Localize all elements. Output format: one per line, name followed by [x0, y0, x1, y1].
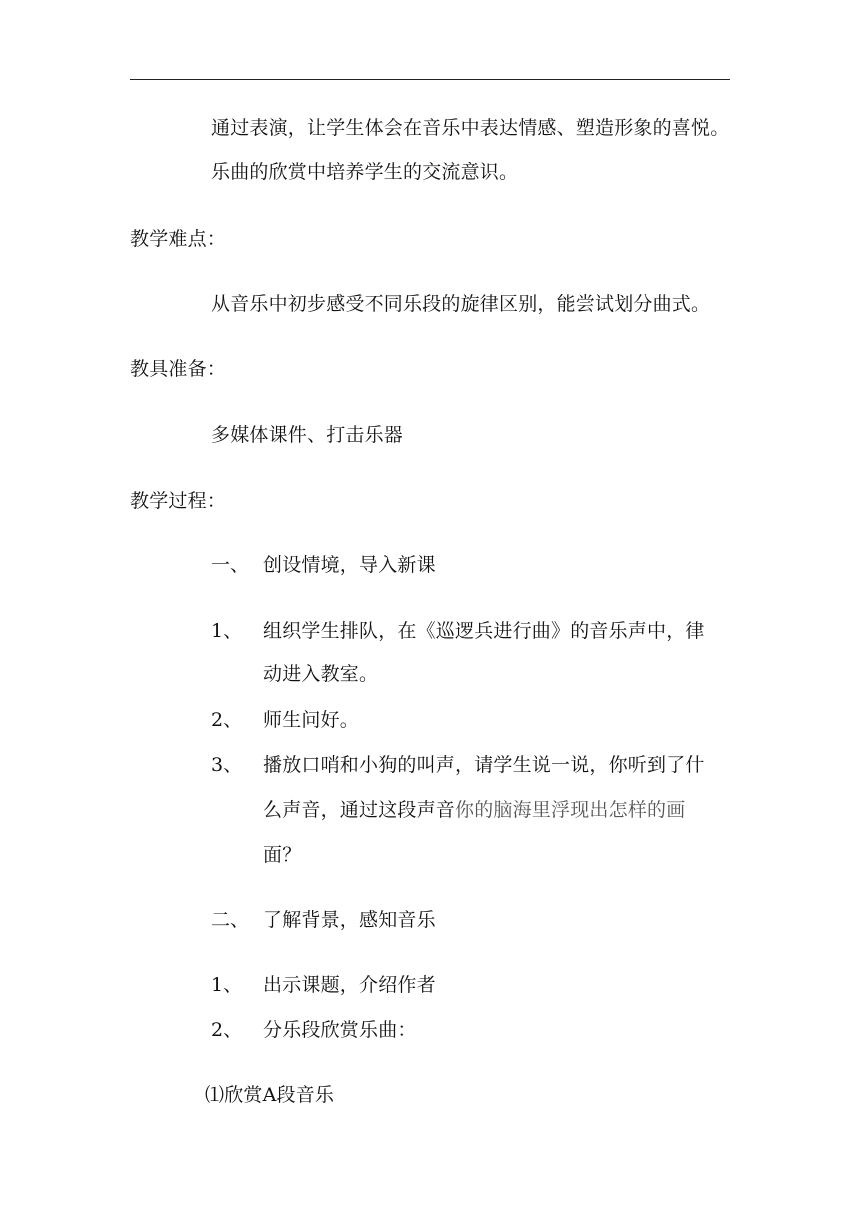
- section-1-number: 一、: [211, 554, 250, 576]
- materials-heading: 教具准备：: [130, 358, 227, 380]
- item-2-line-1: 师生问好。: [263, 709, 360, 731]
- item-3-line-2b: 你的脑海里浮现出怎样的画: [455, 799, 686, 821]
- difficulty-text: 从音乐中初步感受不同乐段的旋律区别，能尝试划分曲式。: [211, 293, 711, 315]
- item-3-line-2: [263, 798, 685, 822]
- section-2-number: 二、: [211, 909, 250, 931]
- item-1-line-2: 动进入教室。: [263, 663, 379, 685]
- s2-item-2-number: 2、: [211, 1019, 243, 1041]
- s2-item-1-text: 出示课题，介绍作者: [263, 974, 436, 996]
- goal-line-2: 乐曲的欣赏中培养学生的交流意识。: [211, 161, 519, 183]
- materials-text: 多媒体课件、打击乐器: [211, 424, 404, 446]
- section-1-title: 创设情境，导入新课: [263, 554, 436, 576]
- process-heading: 教学过程：: [130, 490, 227, 512]
- goal-line-1: 通过表演，让学生体会在音乐中表达情感、塑造形象的喜悦。: [211, 117, 730, 139]
- item-3-number: 3、: [211, 754, 243, 776]
- item-1-line-1: 组织学生排队，在《巡逻兵进行曲》的音乐声中，律: [263, 620, 705, 642]
- section-2-title: 了解背景，感知音乐: [263, 909, 436, 931]
- s2-subitem-1: ⑴欣赏A段音乐: [205, 1084, 335, 1106]
- difficulty-heading: 教学难点：: [130, 228, 227, 250]
- item-3-line-1: 播放口哨和小狗的叫声，请学生说一说，你听到了什: [263, 754, 705, 776]
- item-3-line-2a: 么声音，通过这段声音: [263, 799, 456, 821]
- item-1-number: 1、: [211, 620, 243, 642]
- item-3-line-3: 面？: [263, 844, 302, 866]
- header-rule: [130, 79, 730, 80]
- s2-item-2-text: 分乐段欣赏乐曲：: [263, 1019, 417, 1041]
- item-2-number: 2、: [211, 709, 243, 731]
- s2-item-1-number: 1、: [211, 974, 243, 996]
